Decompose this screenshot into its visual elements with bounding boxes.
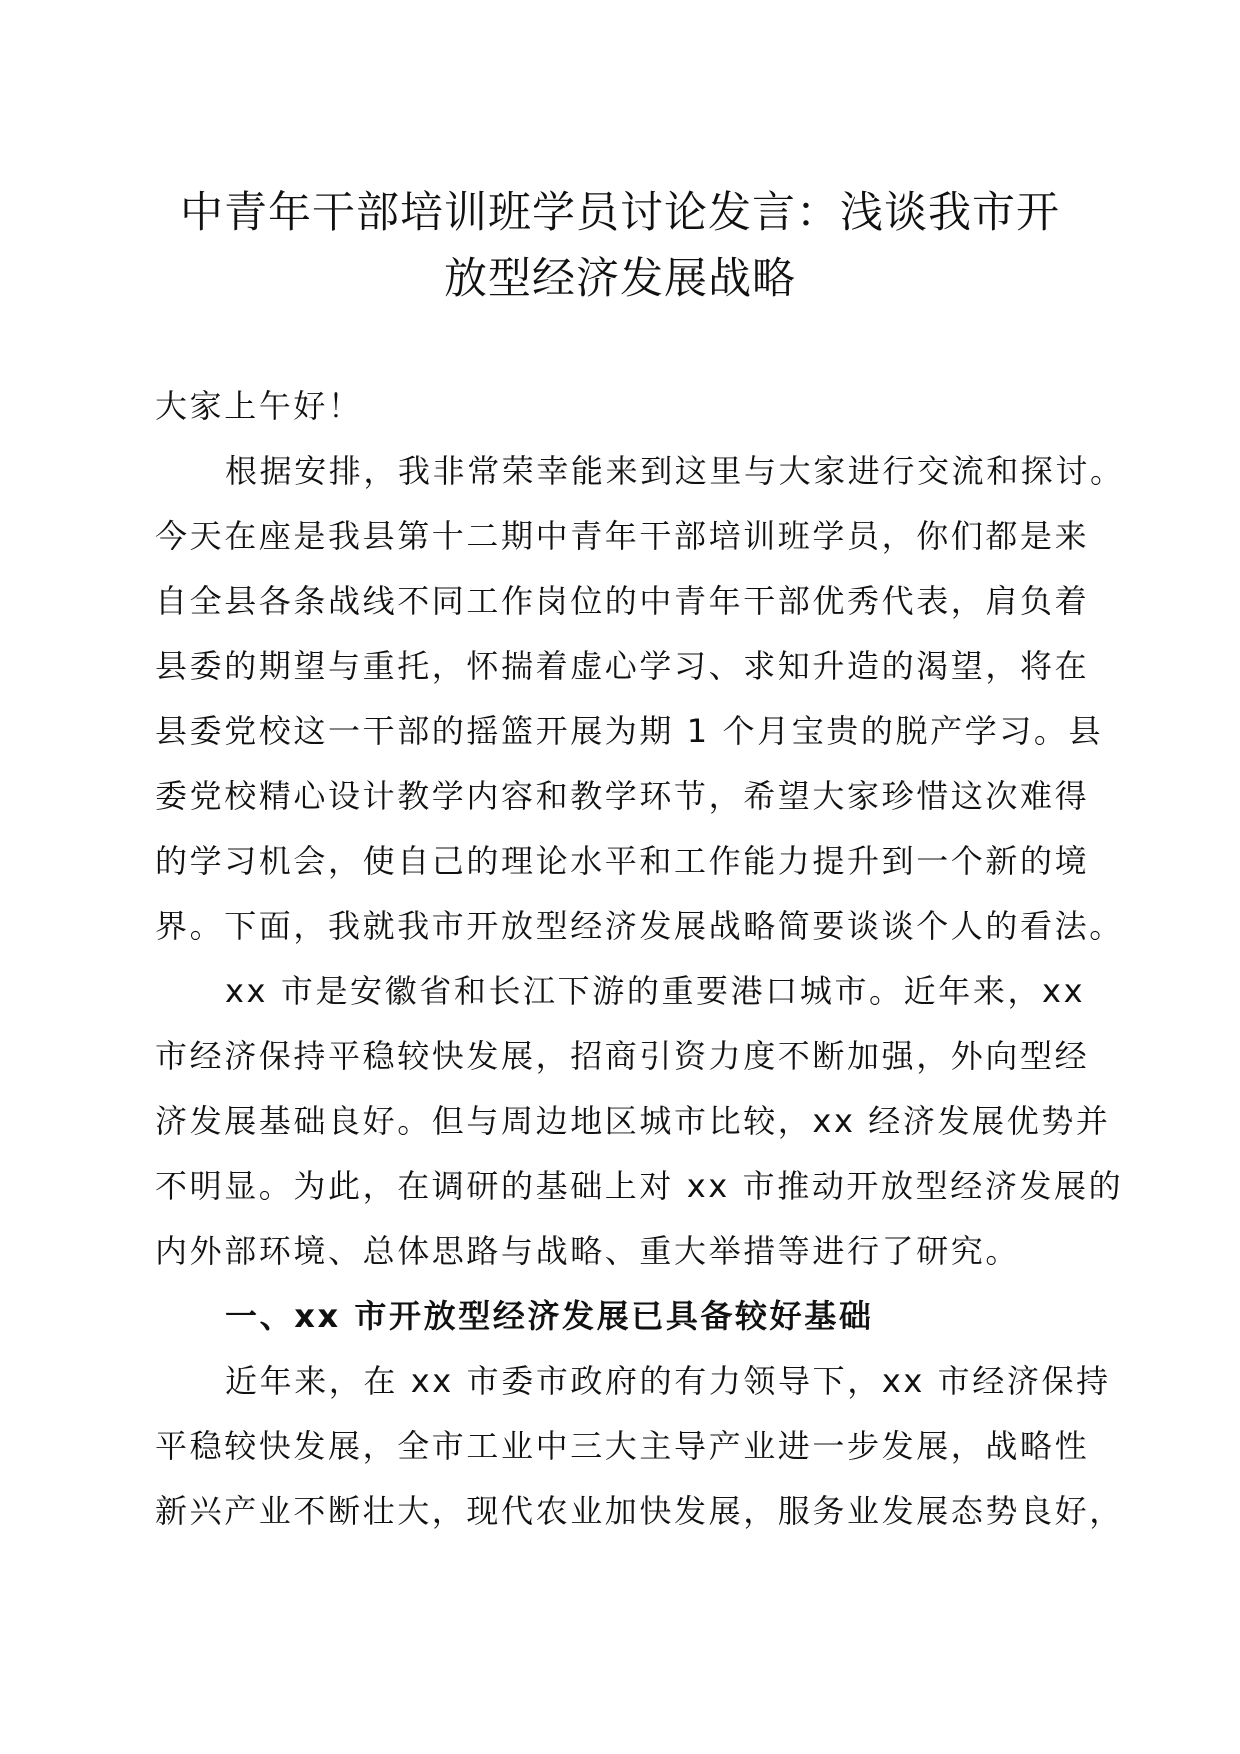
- text-line: 近年来，在 xx 市委市政府的有力领导下，xx 市经济保持: [225, 1362, 1111, 1400]
- text-line: 内外部环境、总体思路与战略、重大举措等进行了研究。: [155, 1232, 1021, 1270]
- text-line: xx 市是安徽省和长江下游的重要港口城市。近年来，xx: [225, 972, 1086, 1010]
- text-line: 界。下面，我就我市开放型经济发展战略简要谈谈个人的看法。: [155, 907, 1124, 945]
- document-title: [140, 180, 1100, 312]
- text-line: 县委党校这一干部的摇篮开展为期 1 个月宝贵的脱产学习。县: [155, 712, 1104, 750]
- text-line: 平稳较快发展，全市工业中三大主导产业进一步发展，战略性: [155, 1427, 1090, 1465]
- title-line-1: 中青年干部培训班学员讨论发言：浅谈我市开: [180, 188, 1060, 238]
- text-line: 济发展基础良好。但与周边地区城市比较，xx 经济发展优势并: [155, 1102, 1111, 1140]
- text-line: 根据安排，我非常荣幸能来到这里与大家进行交流和探讨。: [225, 452, 1125, 490]
- document-body: [155, 374, 1125, 1544]
- title-line-2: 放型经济发展战略: [444, 254, 796, 304]
- text-line: 自全县各条战线不同工作岗位的中青年干部优秀代表，肩负着: [155, 582, 1090, 620]
- text-line: 委党校精心设计教学内容和教学环节，希望大家珍惜这次难得: [155, 777, 1090, 815]
- text-line: 大家上午好！: [155, 387, 363, 425]
- text-line: 今天在座是我县第十二期中青年干部培训班学员，你们都是来: [155, 517, 1090, 555]
- text-line: 市经济保持平稳较快发展，招商引资力度不断加强，外向型经: [155, 1037, 1090, 1075]
- text-line: 不明显。为此，在调研的基础上对 xx 市推动开放型经济发展的: [155, 1167, 1124, 1205]
- text-line: 的学习机会，使自己的理论水平和工作能力提升到一个新的境: [155, 842, 1090, 880]
- text-line: 新兴产业不断壮大，现代农业加快发展，服务业发展态势良好，: [155, 1492, 1124, 1530]
- text-line: 县委的期望与重托，怀揣着虚心学习、求知升造的渴望，将在: [155, 647, 1090, 685]
- section-heading: 一、xx 市开放型经济发展已具备较好基础: [225, 1297, 874, 1335]
